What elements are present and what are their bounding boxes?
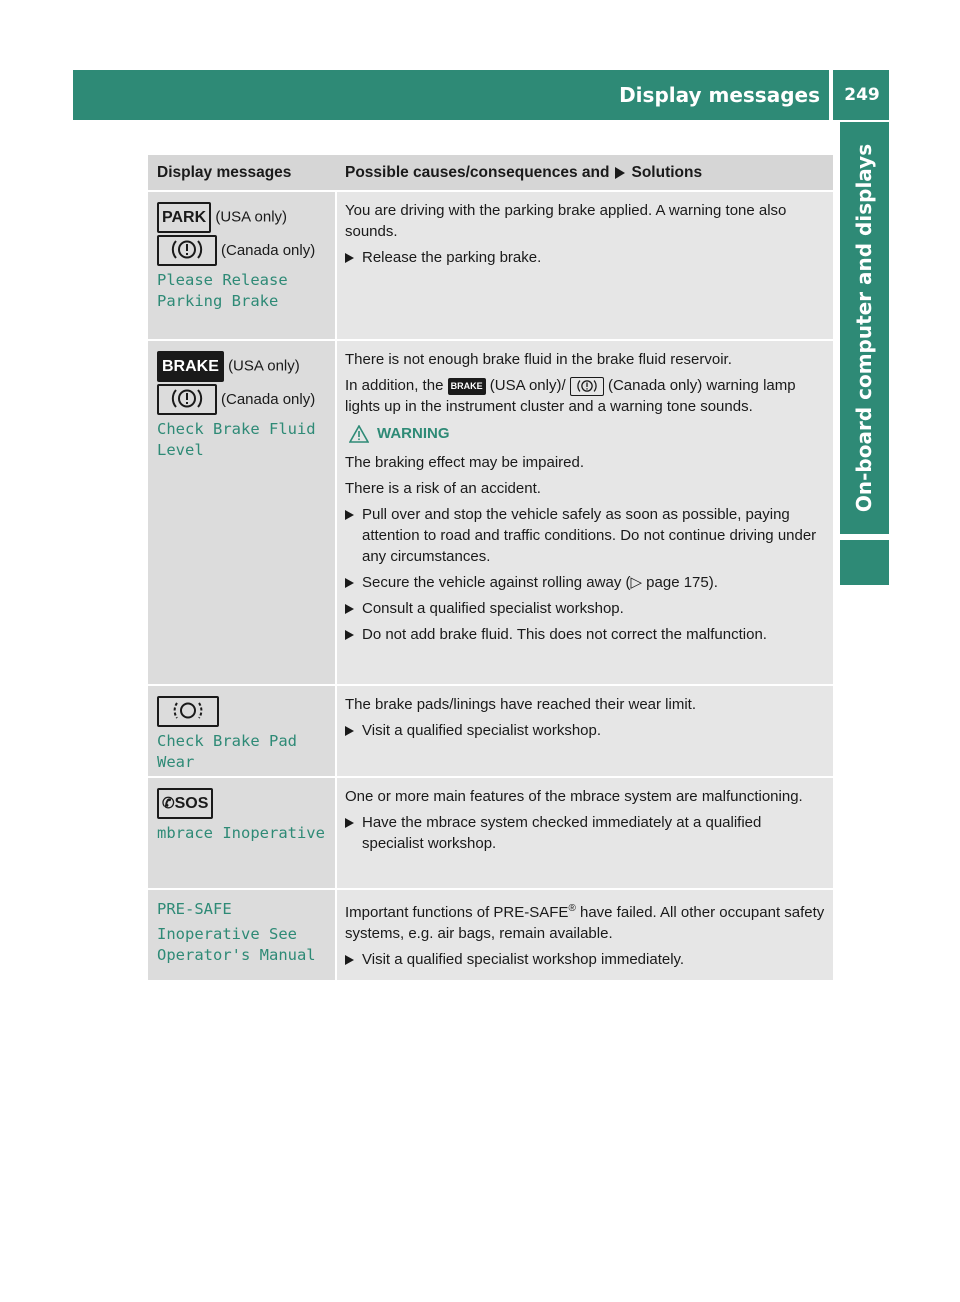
display-message-line-2: Parking Brake: [157, 292, 279, 310]
canada-only-label: (Canada only): [221, 390, 316, 408]
side-tab-label: On-board computer and displays: [852, 143, 876, 513]
cause-text-2: [345, 375, 827, 417]
park-icon: PARK: [157, 202, 211, 233]
header-divider: [829, 70, 833, 120]
display-message-line-1: mbrace Inoperative: [157, 824, 325, 842]
step-text: Visit a qualified specialist workshop.: [362, 722, 602, 739]
step-arrow-icon: [345, 510, 354, 520]
canada-only-label: (Canada only): [221, 241, 316, 259]
display-message-line-1: Please Release: [157, 271, 288, 289]
display-message-cell: [148, 778, 335, 888]
step-arrow-icon: [345, 726, 354, 736]
display-message-line-1: Check Brake Fluid: [157, 420, 316, 438]
step-arrow-icon: [345, 604, 354, 614]
display-message-cell: [148, 341, 335, 684]
solution-step: [345, 247, 827, 268]
cause-text-part: (USA only)/: [489, 377, 566, 394]
step-text: Visit a qualified specialist workshop immediately.: [362, 951, 685, 968]
step-text: Consult a qualified specialist workshop.: [362, 600, 624, 617]
col-header-causes: Possible causes/consequences and: [345, 163, 610, 181]
usa-only-label: (USA only): [228, 357, 300, 375]
solution-step: [345, 949, 827, 970]
solution-cell: [337, 778, 833, 888]
solution-step: [345, 812, 827, 854]
solution-step: [345, 504, 827, 567]
col-header-solutions: [336, 164, 833, 182]
side-marker: [840, 540, 889, 585]
solution-step: [345, 720, 827, 741]
cause-text-part: have failed. All other occupant safety systems, e.g. air bags, remain available.: [345, 904, 825, 942]
display-message-cell: [148, 890, 335, 980]
brake-pad-wear-icon: [157, 696, 219, 727]
brake-warning-icon: [157, 235, 217, 266]
display-message-cell: [148, 192, 335, 339]
usa-only-label: (USA only): [215, 208, 288, 226]
step-text: Do not add brake fluid. This does not correct the malfunction.: [362, 626, 767, 643]
cause-text: You are driving with the parking brake applied. A warning tone also sounds.: [345, 202, 787, 240]
step-arrow-icon: [345, 253, 354, 263]
sos-phone-icon: ✆SOS: [157, 788, 213, 819]
display-message-line-2: Level: [157, 441, 204, 459]
registered-mark: ®: [568, 903, 576, 914]
cause-text: The brake pads/linings have reached their wear limit.: [345, 696, 697, 713]
solution-step: [345, 572, 827, 593]
arrow-right-icon: [615, 167, 625, 179]
warning-label: WARNING: [377, 425, 450, 442]
solution-cell: [337, 686, 833, 776]
page-number: 249: [844, 85, 880, 105]
solution-cell: [337, 341, 833, 684]
page-title: Display messages: [619, 83, 820, 107]
table-row: [148, 778, 833, 888]
table-row: [148, 341, 833, 684]
warning-text: There is a risk of an accident.: [345, 480, 541, 497]
solution-step: [345, 598, 827, 619]
step-arrow-icon: [345, 955, 354, 965]
brake-warning-icon: [157, 384, 217, 415]
step-text: Have the mbrace system checked immediately at a qualified specialist workshop.: [362, 814, 762, 852]
step-text: Secure the vehicle against rolling away (▷ page 175).: [362, 574, 718, 591]
step-arrow-icon: [345, 578, 354, 588]
display-messages-table: [148, 155, 833, 980]
cause-text-part: (Canada only) warning lamp lights up in the instrument cluster and a warning tone sounds.: [345, 377, 796, 415]
cause-text-part: Important functions of PRE-SAFE: [345, 904, 569, 921]
step-arrow-icon: [345, 818, 354, 828]
display-message-cell: [148, 686, 335, 776]
display-message-line-1: Check Brake Pad: [157, 732, 297, 750]
display-message-line-2: Wear: [157, 753, 195, 771]
brake-icon: BRAKE: [448, 378, 486, 395]
cause-text: There is not enough brake fluid in the brake fluid reservoir.: [345, 351, 732, 368]
brake-warning-icon: [570, 377, 604, 396]
step-arrow-icon: [345, 630, 354, 640]
warning-text: The braking effect may be impaired.: [345, 454, 585, 471]
cause-text-part: In addition, the: [345, 377, 444, 394]
cause-text: [345, 898, 827, 944]
sos-icon-text: SOS: [174, 795, 209, 812]
step-text: Pull over and stop the vehicle safely as soon as possible, paying attention to road and traffic conditions. Do not continue driving under any circumstances.: [362, 506, 817, 565]
solution-cell: [337, 192, 833, 339]
table-row: [148, 192, 833, 339]
brake-icon: BRAKE: [157, 351, 224, 382]
col-header-display-messages: Display messages: [157, 163, 292, 181]
col-header-solutions-label: Solutions: [631, 163, 703, 181]
display-message-line-1: PRE-SAFE: [157, 900, 232, 918]
table-row: [148, 890, 833, 980]
table-header: [148, 155, 833, 190]
cause-text: One or more main features of the mbrace system are malfunctioning.: [345, 788, 803, 805]
display-message-line-2: Inoperative See: [157, 925, 297, 943]
table-row: [148, 686, 833, 776]
solution-step: [345, 624, 827, 645]
warning-heading: [349, 423, 827, 444]
solution-cell: [337, 890, 833, 980]
step-text: Release the parking brake.: [362, 249, 542, 266]
display-message-line-3: Operator's Manual: [157, 946, 316, 964]
warning-triangle-icon: [349, 425, 369, 443]
